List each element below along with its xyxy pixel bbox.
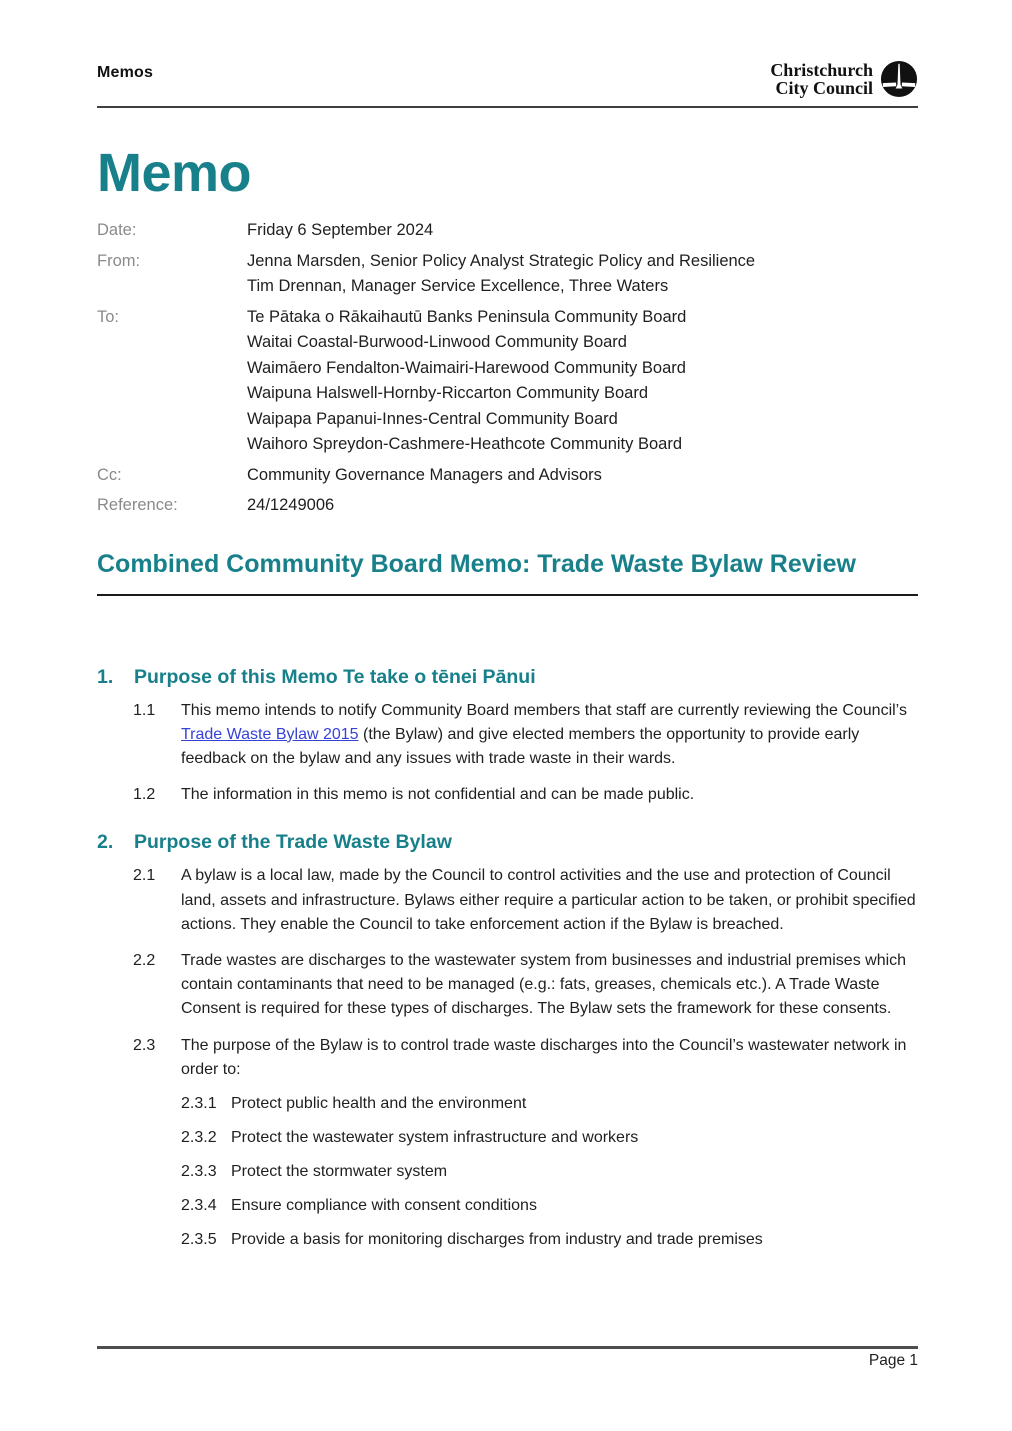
subitem-2-3-1 (181, 1092, 918, 1116)
paragraph-text (181, 699, 917, 772)
paragraph-number: 2.2 (133, 951, 156, 969)
meta-value-line: Waihoro Spreydon-Cashmere-Heathcote Community Board (247, 435, 682, 453)
paragraph-text-after: (the Bylaw) and give elected members the opportunity to provide early feedback on the bylaw and any issues with trade waste in their wards. (181, 725, 860, 767)
meta-value-line: Waipapa Papanui-Innes-Central Community Board (247, 409, 618, 428)
meta-label-date: Date: (97, 221, 137, 239)
paragraph-text-before: This memo intends to notify Community Board members that staff are currently reviewing the Council’s (181, 701, 907, 719)
section-purpose-of-bylaw (97, 831, 918, 1252)
subitem-number: 2.3.1 (181, 1094, 217, 1112)
subitem-number: 2.3.3 (181, 1162, 217, 1180)
meta-row-to (97, 305, 918, 458)
paragraph-text: A bylaw is a local law, made by the Council to control activities and the use and protection of Council land, assets and infrastructure. Bylaws either require a particular action to be taken, or prohibit specified actions. They enable the Council to take enforcement action if the Bylaw is breached. (181, 867, 916, 933)
meta-value-date (247, 218, 918, 244)
subitem-2-3-5 (181, 1228, 918, 1252)
section-title: Purpose of the Trade Waste Bylaw (134, 831, 452, 854)
trade-waste-bylaw-link[interactable]: Trade Waste Bylaw 2015 (181, 725, 359, 743)
memo-metadata (97, 218, 918, 519)
subitem-2-3-4 (181, 1194, 918, 1218)
paragraph-text: The purpose of the Bylaw is to control trade waste discharges into the Council’s wastewater network in order to: (181, 1036, 907, 1078)
section-number: 2. (97, 831, 114, 854)
meta-label-to: To: (97, 307, 120, 326)
meta-row-date (97, 218, 918, 244)
header-doc-type: Memos (97, 64, 154, 81)
subitem-text: Provide a basis for monitoring discharges from industry and trade premises (231, 1230, 763, 1248)
subitem-number: 2.3.5 (181, 1230, 217, 1248)
council-logo-text (770, 61, 873, 97)
subitem-2-3-2 (181, 1126, 918, 1150)
meta-value-line: Waimāero Fendalton-Waimairi-Harewood Community Board (247, 358, 686, 377)
paragraph-2-3 (133, 1034, 918, 1082)
page-number: Page 1 (868, 1352, 918, 1369)
paragraph-text: The information in this memo is not confidential and can be made public. (181, 786, 695, 804)
subitem-number: 2.3.2 (181, 1128, 217, 1146)
meta-value-reference (247, 493, 918, 519)
paragraph-2-1 (133, 864, 918, 937)
meta-value-line: Community Governance Managers and Advisors (247, 465, 602, 484)
cathedral-circle-icon (880, 60, 918, 98)
subitem-text: Ensure compliance with consent conditions (231, 1196, 537, 1214)
subitem-text: Protect the wastewater system infrastructure and workers (231, 1128, 639, 1146)
meta-row-from (97, 249, 918, 300)
section-title: Purpose of this Memo Te take o tēnei Pānui (134, 665, 536, 688)
paragraph-number: 1.2 (133, 786, 156, 804)
subitem-number: 2.3.4 (181, 1196, 217, 1214)
paragraph-1-1 (133, 699, 918, 772)
logo-text-line1: Christchurch (770, 60, 873, 80)
meta-value-line: Te Pātaka o Rākaihautū Banks Peninsula Community Board (247, 307, 687, 326)
meta-value-line: Jenna Marsden, Senior Policy Analyst Strategic Policy and Resilience (247, 251, 756, 270)
paragraph-number: 2.3 (133, 1036, 156, 1054)
paragraph-1-2 (133, 783, 918, 807)
meta-value-line: Friday 6 September 2024 (247, 221, 434, 239)
meta-value-cc (247, 463, 918, 489)
subitem-text: Protect the stormwater system (231, 1162, 448, 1180)
paragraph-2-2 (133, 949, 918, 1022)
meta-value-to (247, 305, 918, 458)
doc-title: Combined Community Board Memo: Trade Waste Bylaw Review (97, 549, 856, 578)
meta-value-line: Waitai Coastal-Burwood-Linwood Community Board (247, 333, 627, 351)
section-heading (97, 831, 918, 854)
section-purpose-of-memo (97, 666, 918, 808)
page-footer (97, 1346, 918, 1372)
page-header (97, 60, 918, 106)
memo-heading: Memo (97, 143, 252, 203)
subitem-2-3-3 (181, 1160, 918, 1184)
meta-value-line: 24/1249006 (247, 496, 335, 514)
meta-label-cc: Cc: (97, 465, 122, 484)
meta-label-from: From: (97, 251, 141, 270)
meta-row-reference (97, 493, 918, 519)
meta-value-line: Waipuna Halswell-Hornby-Riccarton Community Board (247, 384, 649, 402)
council-logo (770, 60, 918, 98)
logo-text-line2: City Council (775, 78, 873, 98)
paragraph-text: Trade wastes are discharges to the wastewater system from businesses and industrial premises which contain contaminants that need to be managed (e.g.: fats, greases, chemicals etc.). A Trade Waste Consent is required for these types of discharges. The Bylaw sets the framework for these consents. (181, 951, 907, 1018)
section-number: 1. (97, 665, 114, 688)
meta-row-cc (97, 463, 918, 489)
subitem-text: Protect public health and the environment (231, 1094, 527, 1112)
meta-value-from (247, 249, 918, 300)
section-heading (97, 666, 918, 689)
header-divider (97, 106, 918, 108)
paragraph-number: 2.1 (133, 867, 156, 885)
footer-divider (97, 1346, 918, 1349)
meta-label-reference: Reference: (97, 496, 178, 514)
paragraph-number: 1.1 (133, 701, 156, 719)
title-divider (97, 594, 918, 596)
meta-value-line: Tim Drennan, Manager Service Excellence, Three Waters (247, 277, 669, 295)
